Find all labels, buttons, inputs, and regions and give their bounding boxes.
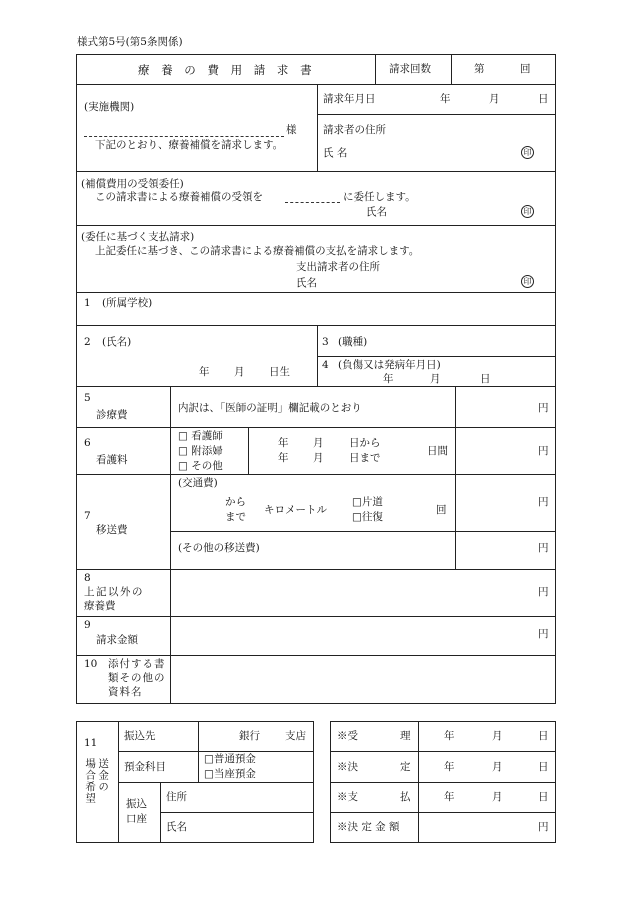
item5-label: 診療費 — [96, 409, 128, 421]
delegation-text-a: この請求書による療養補償の受領を — [95, 191, 263, 203]
item8-unit: 円 — [538, 586, 549, 598]
item4-day: 日 — [480, 373, 491, 385]
item11-number: 11 — [84, 737, 98, 749]
item11-vertical-a: 送金の — [97, 758, 110, 793]
attendant-checkbox[interactable]: □ 附添婦 — [178, 445, 223, 457]
item2-birth-year: 年 — [199, 366, 210, 378]
payment-name-label: 氏名 — [296, 277, 317, 289]
office-decided-amount: ※決 定 金 額 — [337, 821, 400, 833]
office-decided-month: 月 — [492, 761, 503, 773]
item6-days: 日間 — [427, 445, 448, 457]
item10-label-line3: 資料名 — [108, 686, 143, 698]
roundtrip-checkbox[interactable]: □往復 — [352, 511, 383, 523]
item2-number: 2 — [84, 336, 91, 348]
form-number: 様式第5号(第5条関係) — [77, 36, 183, 48]
transport-km: キロメートル — [264, 504, 327, 516]
item10-number: 10 — [84, 658, 98, 670]
item9-label: 請求金額 — [96, 634, 138, 646]
claim-count-label: 請求回数 — [389, 63, 431, 75]
item1-number: 1 — [84, 297, 91, 309]
item2-birth-suffix: 日生 — [269, 366, 290, 378]
item5-number: 5 — [84, 392, 91, 404]
current-deposit-checkbox[interactable]: □当座預金 — [204, 768, 256, 780]
office-paid-day: 日 — [538, 791, 549, 803]
item6-from-year: 年 — [278, 437, 289, 449]
office-amount-unit: 円 — [538, 821, 549, 833]
office-paid-year: 年 — [444, 791, 455, 803]
item5-detail: 内訳は、「医師の証明」欄記載のとおり — [178, 402, 362, 414]
delegation-name-label: 氏名 — [366, 206, 387, 218]
institution-name-field[interactable] — [84, 136, 284, 137]
claim-date-month: 月 — [489, 93, 500, 105]
transport-unit: 円 — [538, 496, 549, 508]
bank-label: 振込先 — [124, 730, 156, 742]
item6-label: 看護料 — [96, 454, 128, 466]
item4-month: 月 — [430, 373, 441, 385]
delegation-header: (補償費用の受領委任) — [81, 178, 184, 190]
item6-to-year: 年 — [278, 452, 289, 464]
item8-number: 8 — [84, 572, 91, 584]
claimant-name-label: 氏 名 — [323, 147, 348, 159]
payment-text: 上記委任に基づき、この請求書による療養補償の支払を請求します。 — [95, 245, 420, 257]
item6-unit: 円 — [538, 445, 549, 457]
item2-name-label: (氏名) — [102, 336, 132, 348]
claimant-seal-icon: 印 — [521, 146, 534, 159]
item10-label-line1: 添付する書 — [108, 658, 166, 670]
item8-label-line2: 療養費 — [84, 600, 116, 612]
nurse-checkbox[interactable]: □ 看護師 — [178, 430, 223, 442]
item6-from-day: 日から — [349, 437, 381, 449]
other-transport-unit: 円 — [538, 542, 549, 554]
item4-injury-date-label: (負傷又は発病年月日) — [338, 359, 441, 371]
claim-count-dai: 第 — [474, 63, 485, 75]
claim-date-day: 日 — [538, 93, 549, 105]
request-statement: 下記のとおり、療養補償を請求します。 — [95, 139, 284, 151]
claimant-address-label: 請求者の住所 — [323, 124, 386, 136]
claim-date-label: 請求年月日 — [323, 93, 376, 105]
office-received-b: 理 — [400, 730, 411, 742]
office-received-a: ※受 — [337, 730, 358, 742]
item11-vertical-b: 場合希望 — [84, 758, 97, 804]
office-received-month: 月 — [492, 730, 503, 742]
transport-label: (交通費) — [178, 477, 218, 489]
delegation-text-b: に委任します。 — [343, 191, 416, 203]
office-paid-a: ※支 — [337, 791, 358, 803]
account-name-label: 氏名 — [166, 821, 187, 833]
item9-unit: 円 — [538, 628, 549, 640]
office-decided-year: 年 — [444, 761, 455, 773]
transport-from: から — [225, 496, 246, 508]
office-decided-day: 日 — [538, 761, 549, 773]
item2-birth-month: 月 — [234, 366, 245, 378]
institution-label: (実施機関) — [84, 101, 135, 113]
institution-sama: 様 — [286, 124, 297, 136]
office-decided-a: ※決 — [337, 761, 358, 773]
item5-unit: 円 — [538, 402, 549, 414]
item4-number: 4 — [322, 359, 329, 371]
claim-count-kai: 回 — [520, 63, 531, 75]
item3-job-label: (職種) — [338, 336, 368, 348]
office-decided-b: 定 — [400, 761, 411, 773]
office-received-year: 年 — [444, 730, 455, 742]
payment-header: (委任に基づく支払請求) — [81, 231, 195, 243]
transport-times: 回 — [436, 504, 447, 516]
item8-label-line1: 上記以外の — [84, 586, 144, 598]
other-transport-label: (その他の移送費) — [178, 542, 260, 554]
account-label-line1: 振込 — [126, 798, 147, 810]
item1-school-label: (所属学校) — [102, 297, 153, 309]
item7-number: 7 — [84, 510, 91, 522]
bank-suffix: 銀行 — [239, 730, 260, 742]
claim-date-year: 年 — [440, 93, 451, 105]
delegatee-field[interactable] — [285, 202, 340, 203]
item6-to-month: 月 — [313, 452, 324, 464]
transport-to: まで — [225, 511, 246, 523]
item4-year: 年 — [383, 373, 394, 385]
item9-number: 9 — [84, 619, 91, 631]
office-paid-b: 払 — [400, 791, 411, 803]
office-received-day: 日 — [538, 730, 549, 742]
ordinary-deposit-checkbox[interactable]: □普通預金 — [204, 753, 256, 765]
branch-suffix: 支店 — [285, 730, 306, 742]
deposit-type-label: 預金科目 — [124, 761, 166, 773]
payment-seal-icon: 印 — [521, 275, 534, 288]
office-paid-month: 月 — [492, 791, 503, 803]
item10-label-line2: 類その他の — [108, 672, 166, 684]
payment-address-label: 支出請求者の住所 — [296, 261, 380, 273]
main-form-table — [76, 84, 556, 704]
item6-from-month: 月 — [313, 437, 324, 449]
item3-number: 3 — [322, 336, 329, 348]
account-address-label: 住所 — [166, 791, 187, 803]
item6-to-day: 日まで — [349, 452, 381, 464]
form-title: 療 養 の 費 用 請 求 書 — [138, 63, 316, 77]
other-nursing-checkbox[interactable]: □ その他 — [178, 460, 223, 472]
account-label-line2: 口座 — [126, 813, 147, 825]
oneway-checkbox[interactable]: □片道 — [352, 496, 383, 508]
delegation-seal-icon: 印 — [521, 205, 534, 218]
item6-number: 6 — [84, 437, 91, 449]
item7-label: 移送費 — [96, 524, 128, 536]
